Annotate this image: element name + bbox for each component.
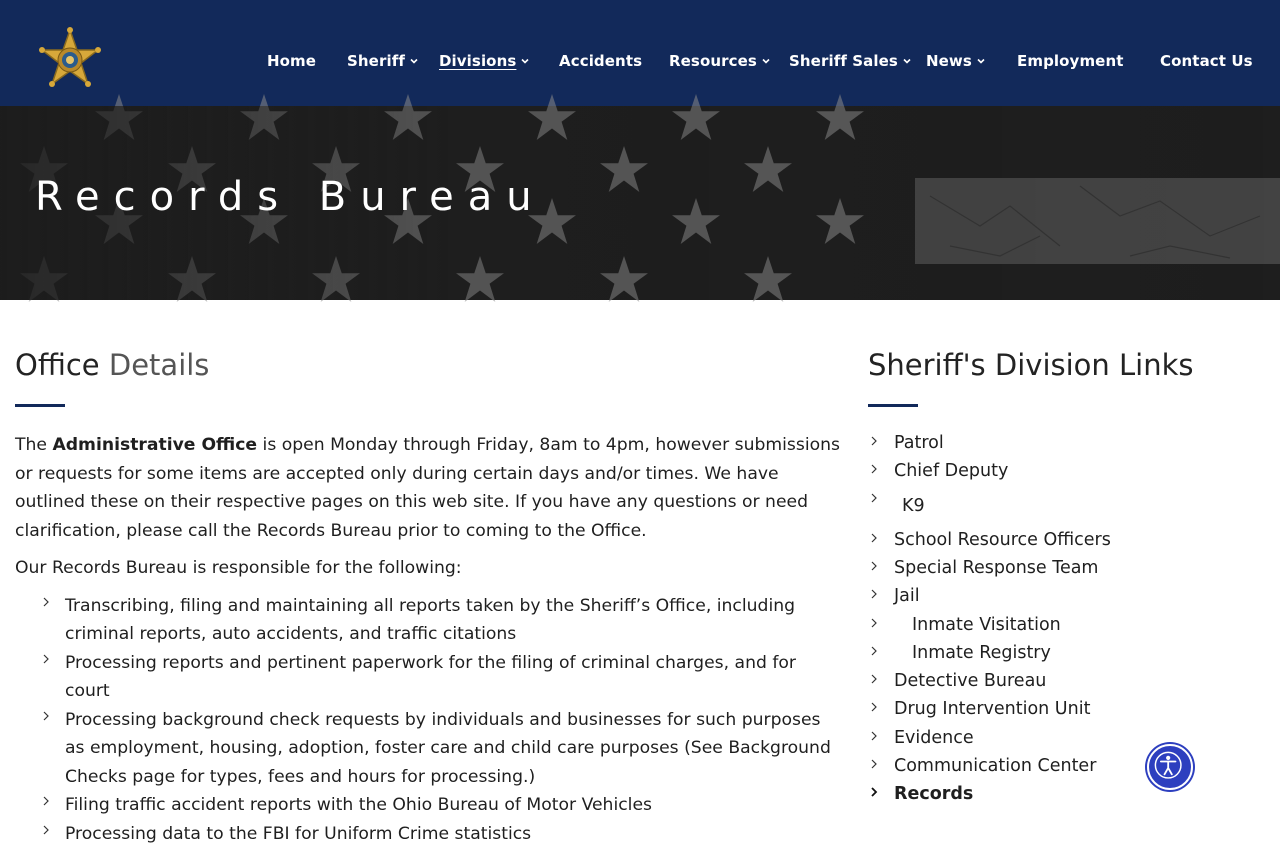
nav-label: Resources — [669, 52, 757, 70]
chevron-right-icon — [870, 433, 879, 453]
administrative-office-label: Administrative Office — [52, 435, 257, 455]
chevron-right-icon — [870, 643, 879, 663]
office-details-heading — [15, 348, 845, 382]
sidebar-item-label: K9 — [902, 496, 925, 516]
sidebar-item-chief-deputy[interactable] — [894, 461, 1008, 489]
list-item-text: Transcribing, filing and maintaining all reports taken by the Sheriff’s Office, including criminal reports, auto accidents, and traffic citations — [65, 596, 795, 645]
sidebar-item-inmate-visitation[interactable] — [912, 615, 1061, 643]
nav-label: Divisions — [439, 52, 516, 70]
list-item-text: Processing reports and pertinent paperwork for the filing of criminal charges, and for court — [65, 653, 796, 702]
list-item — [15, 592, 845, 649]
list-item-text: Filing traffic accident reports with the Ohio Bureau of Motor Vehicles — [65, 795, 652, 815]
sidebar-item-label: Jail — [894, 586, 920, 606]
sidebar-item-communication-center[interactable] — [894, 756, 1096, 784]
chevron-right-icon — [42, 592, 51, 612]
sidebar-item-label: Special Response Team — [894, 558, 1098, 578]
nav-item-accidents[interactable] — [559, 48, 642, 74]
nav-label: Sheriff Sales — [789, 52, 898, 70]
list-item — [15, 820, 845, 848]
sidebar-item-label: Inmate Registry — [912, 643, 1051, 663]
nav-item-sheriff-sales[interactable] — [789, 48, 911, 74]
list-intro: Our Records Bureau is responsible for the following: — [15, 554, 845, 583]
sidebar-item-label: Inmate Visitation — [912, 615, 1061, 635]
chevron-right-icon — [870, 490, 879, 510]
nav-item-sheriff[interactable] — [347, 48, 418, 74]
chevron-right-icon — [870, 671, 879, 691]
nav-item-employment[interactable] — [1017, 48, 1124, 74]
chevron-right-icon — [870, 756, 879, 776]
sidebar-title: Sheriff's Division Links — [868, 348, 1268, 382]
responsibilities-list — [15, 592, 845, 848]
page-title: Records Bureau — [35, 174, 546, 220]
list-item — [15, 791, 845, 820]
chevron-right-icon — [870, 461, 879, 481]
nav-label: Employment — [1017, 52, 1124, 70]
accessibility-button[interactable] — [1147, 744, 1193, 790]
chevron-right-icon — [870, 586, 879, 606]
sidebar-item-label: School Resource Officers — [894, 530, 1111, 550]
chevron-right-icon — [42, 820, 51, 840]
chevron-right-icon — [870, 530, 879, 550]
heading-muted: Details — [109, 348, 210, 382]
sidebar-item-school-resource-officers[interactable] — [894, 530, 1111, 558]
nav-item-divisions[interactable] — [439, 48, 529, 74]
chevron-right-icon — [42, 649, 51, 669]
chevron-down-icon — [977, 57, 985, 65]
nav-label: Home — [267, 52, 316, 70]
accessibility-person-icon — [1149, 746, 1191, 788]
chevron-right-icon — [870, 728, 879, 748]
sidebar-item-k9[interactable] — [902, 496, 925, 524]
sidebar-item-inmate-registry[interactable] — [912, 643, 1051, 671]
main-content — [15, 348, 845, 848]
intro-text-post: is open Monday through Friday, 8am to 4pm, however submissions or requests for some items are accepted only during certain days and/or times. We have outlined these on their respective pages on this web site. If you have any questions or need clarification, please call the Records Bureau prior to coming to the Office. — [15, 435, 840, 541]
list-item-text: Processing background check requests by individuals and businesses for such purposes as employment, housing, adoption, foster care and child care purposes (See Background Checks page for types, fees and hours for processing.) — [65, 710, 831, 787]
chevron-right-icon — [870, 558, 879, 578]
sidebar-item-label: Patrol — [894, 433, 944, 453]
sidebar-title-underline — [868, 404, 918, 407]
sidebar-item-label: Evidence — [894, 728, 974, 748]
chevron-right-icon — [870, 699, 879, 719]
sidebar-item-detective-bureau[interactable] — [894, 671, 1046, 699]
nav-item-news[interactable] — [926, 48, 985, 74]
chevron-right-icon — [42, 706, 51, 726]
chevron-right-icon — [870, 615, 879, 635]
sidebar-item-label: Records — [894, 784, 973, 804]
sidebar-item-label: Detective Bureau — [894, 671, 1046, 691]
nav-item-resources[interactable] — [669, 48, 770, 74]
chevron-down-icon — [903, 57, 911, 65]
nav-label: Sheriff — [347, 52, 405, 70]
heading-strong: Office — [15, 348, 100, 382]
list-item — [15, 706, 845, 792]
sidebar-item-patrol[interactable] — [894, 433, 944, 461]
intro-paragraph — [15, 431, 845, 545]
nav-label: News — [926, 52, 972, 70]
heading-underline — [15, 404, 65, 407]
sidebar-item-special-response-team[interactable] — [894, 558, 1098, 586]
site-header — [0, 0, 1280, 106]
division-links-sidebar — [868, 348, 1268, 407]
list-item — [15, 649, 845, 706]
chevron-down-icon — [762, 57, 770, 65]
sidebar-item-jail[interactable] — [894, 586, 920, 614]
nav-item-contact-us[interactable] — [1160, 48, 1253, 74]
sidebar-item-label: Communication Center — [894, 756, 1096, 776]
hero-banner — [0, 106, 1280, 300]
sidebar-item-records[interactable] — [894, 784, 973, 812]
sidebar-item-label: Drug Intervention Unit — [894, 699, 1090, 719]
chevron-down-icon — [521, 57, 529, 65]
sidebar-item-evidence[interactable] — [894, 728, 974, 756]
intro-text-pre: The — [15, 435, 52, 455]
chevron-right-icon — [42, 791, 51, 811]
sidebar-item-drug-intervention-unit[interactable] — [894, 699, 1090, 727]
chevron-right-icon — [870, 784, 879, 804]
nav-label: Contact Us — [1160, 52, 1253, 70]
sidebar-item-label: Chief Deputy — [894, 461, 1008, 481]
nav-label: Accidents — [559, 52, 642, 70]
sheriff-star-badge-icon[interactable] — [36, 28, 104, 92]
nav-item-home[interactable] — [267, 48, 316, 74]
list-item-text: Processing data to the FBI for Uniform Crime statistics — [65, 824, 531, 844]
chevron-down-icon — [410, 57, 418, 65]
